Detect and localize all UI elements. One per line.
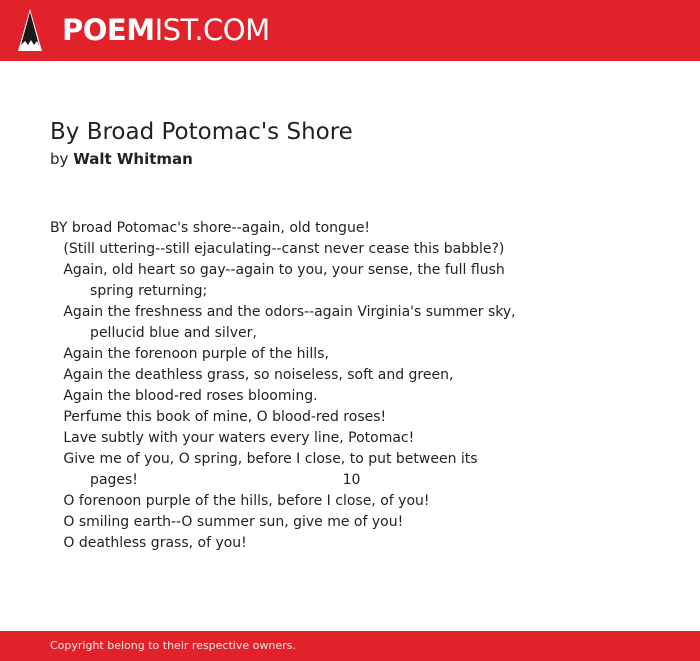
poem-byline — [50, 148, 193, 170]
poem-line: O smiling earth--O summer sun, give me of you! — [50, 514, 404, 530]
site-logo[interactable] — [62, 10, 270, 50]
poem-body — [50, 218, 670, 554]
poem-line: (Still uttering--still ejaculating--canst never cease this babble?) — [50, 241, 505, 257]
logo-text-light: IST.COM — [154, 13, 270, 47]
poem-line: spring returning; — [50, 283, 208, 299]
poem-line: Again the forenoon purple of the hills, — [50, 346, 329, 362]
site-footer — [0, 631, 700, 661]
author-name: Walt Whitman — [73, 150, 193, 168]
poem-line: Again the blood-red roses blooming. — [50, 388, 318, 404]
poem-line: BY broad Potomac's shore--again, old tongue! — [50, 220, 371, 236]
site-header — [0, 0, 700, 61]
poem-line: Again the deathless grass, so noiseless, soft and green, — [50, 367, 454, 383]
pencil-icon[interactable] — [17, 9, 43, 51]
poem-line: pellucid blue and silver, — [50, 325, 257, 341]
poem-line: Perfume this book of mine, O blood-red roses! — [50, 409, 387, 425]
poem-line: Again the freshness and the odors--again Virginia's summer sky, — [50, 304, 516, 320]
poem-line: O deathless grass, of you! — [50, 535, 247, 551]
poem-line: pages! 10 — [50, 472, 361, 488]
poem-line: Lave subtly with your waters every line, Potomac! — [50, 430, 415, 446]
poem-title: By Broad Potomac's Shore — [50, 119, 353, 145]
poem-line: Give me of you, O spring, before I close, to put between its — [50, 451, 478, 467]
logo-text-bold: POEM — [62, 13, 155, 47]
copyright-notice: Copyright belong to their respective owners. — [50, 639, 296, 652]
byline-label: by — [50, 150, 69, 168]
poem-line: Again, old heart so gay--again to you, your sense, the full flush — [50, 262, 505, 278]
poem-line: O forenoon purple of the hills, before I close, of you! — [50, 493, 430, 509]
